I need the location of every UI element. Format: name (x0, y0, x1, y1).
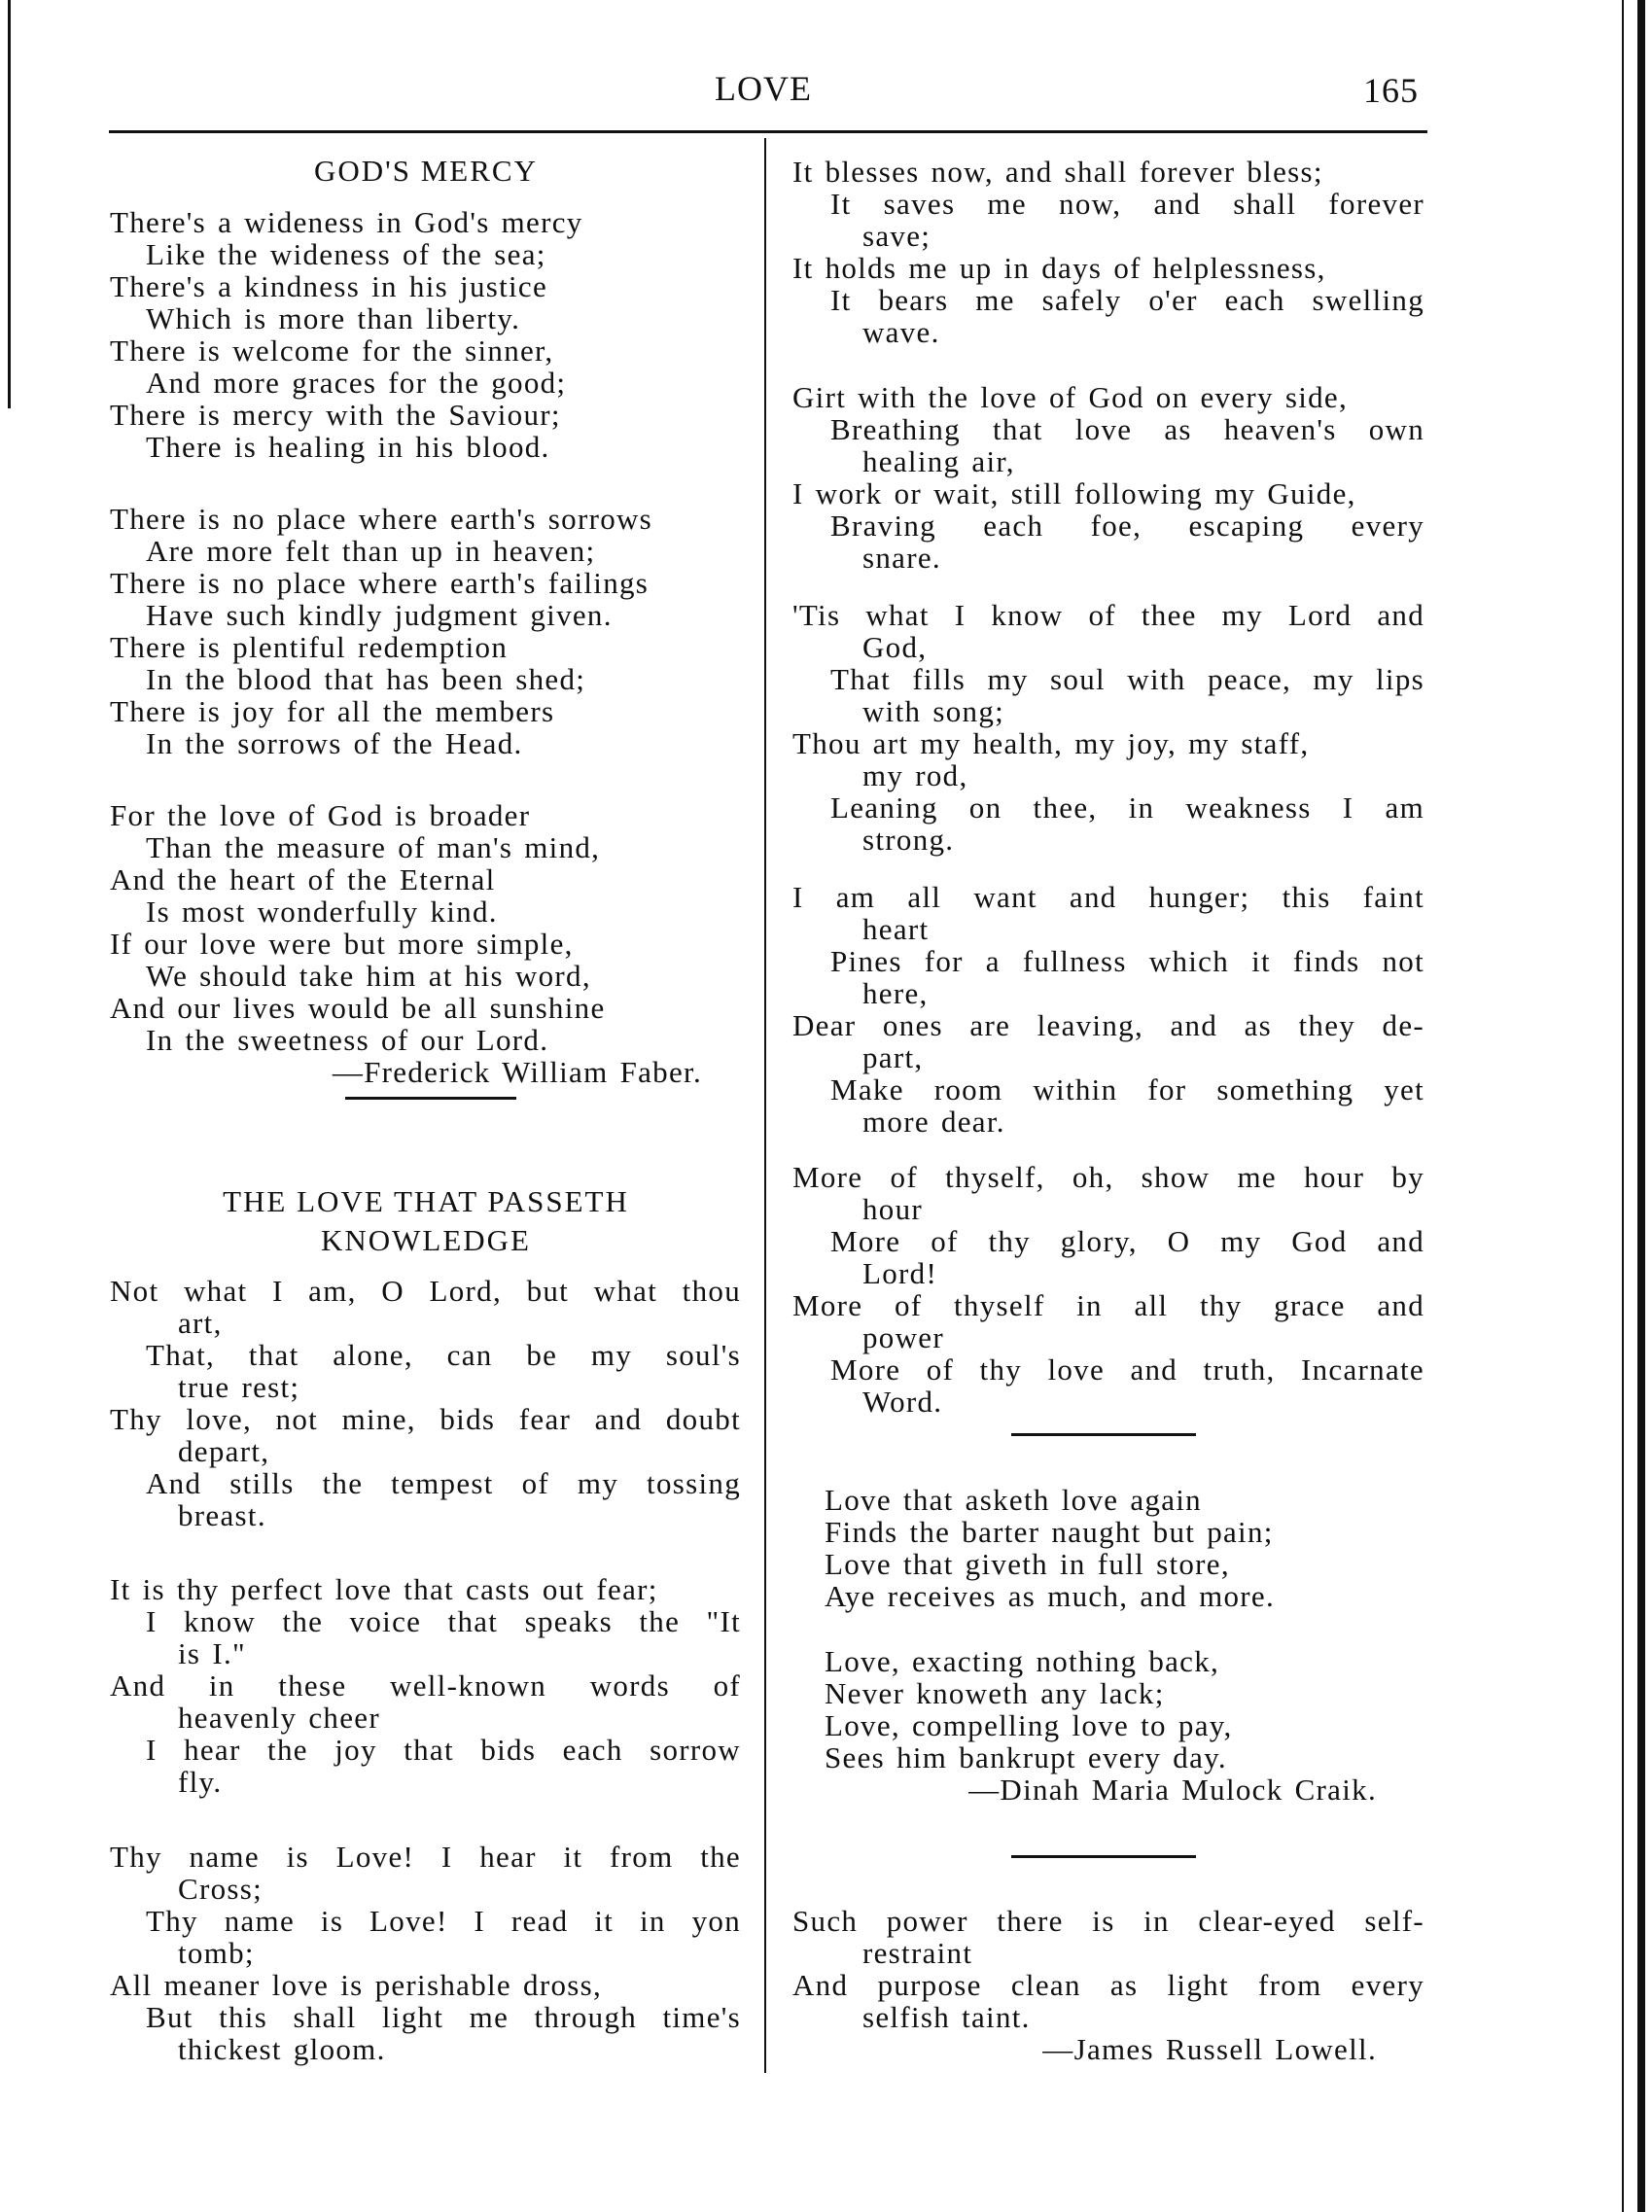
poem-line: More of thy glory, O my God and (830, 1224, 1424, 1258)
poem-line: thickest gloom. (178, 2032, 386, 2066)
poem-line: Braving each foe, escaping every (830, 509, 1424, 543)
poem-line: Love, exacting nothing back, (825, 1644, 1220, 1678)
poem-line: I am all want and hunger; this faint (792, 880, 1424, 914)
poem-line: Leaning on thee, in weakness I am (830, 790, 1424, 825)
poem-line: In the sorrows of the Head. (146, 726, 523, 760)
poem-line: Is most wonderfully kind. (146, 895, 498, 929)
poem-line: There's a wideness in God's mercy (110, 205, 583, 239)
poem-line: wave. (862, 315, 940, 349)
poem-line: But this shall light me through time's (146, 2000, 741, 2034)
right-edge-thin-line (1622, 0, 1624, 2212)
poem-line: Like the wideness of the sea; (146, 237, 546, 271)
poem-line: There is welcome for the sinner, (110, 334, 554, 368)
poem-line: Love, compelling love to pay, (825, 1708, 1233, 1742)
poem-line: Cross; (178, 1872, 264, 1906)
poem-line: And our lives would be all sunshine (110, 991, 606, 1025)
poem-line: healing air, (862, 444, 1015, 478)
poem-line: Love that asketh love again (825, 1483, 1202, 1517)
poem-line: Finds the barter naught but pain; (825, 1515, 1274, 1549)
poem-line: In the blood that has been shed; (146, 662, 586, 696)
poem-line: There is plentiful redemption (110, 630, 509, 664)
poem-line: strong. (862, 823, 955, 857)
poem-line: It holds me up in days of helplessness, (792, 251, 1326, 285)
poem-line: Than the measure of man's mind, (146, 830, 601, 864)
poem-line: There is no place where earth's sorrows (110, 502, 653, 536)
poem-line: And more graces for the good; (146, 366, 567, 400)
poem-line: There is joy for all the members (110, 694, 555, 728)
poem-line: Word. (862, 1385, 943, 1419)
poem-line: That fills my soul with peace, my lips (830, 662, 1424, 696)
poem-line: And in these well-known words of (110, 1668, 741, 1703)
section-divider (1011, 1855, 1196, 1858)
poem-line: It blesses now, and shall forever bless; (792, 155, 1323, 189)
poem-line: breast. (178, 1498, 266, 1532)
column-divider (764, 138, 766, 2073)
poem-line: depart, (178, 1434, 270, 1468)
poem-line: Thy name is Love! I read it in yon (146, 1904, 741, 1938)
poem-attribution: —James Russell Lowell. (1042, 2032, 1377, 2066)
poem-line: God, (862, 630, 928, 664)
poem-line: It bears me safely o'er each swelling (830, 283, 1424, 317)
poem-attribution: —Dinah Maria Mulock Craik. (968, 1773, 1377, 1807)
poem-line: snare. (862, 541, 941, 575)
poem-line: It is thy perfect love that casts out fear; (110, 1572, 658, 1606)
poem-line: Aye receives as much, and more. (825, 1579, 1276, 1613)
poem-line: There's a kindness in his justice (110, 269, 548, 303)
poem-title-love-passeth-line2: KNOWLEDGE (320, 1223, 531, 1257)
poem-line: Thy love, not mine, bids fear and doubt (110, 1402, 741, 1436)
poem-line: Never knoweth any lack; (825, 1676, 1165, 1710)
poem-line: Such power there is in clear-eyed self- (792, 1904, 1424, 1938)
poem-line: selfish taint. (862, 2000, 1031, 2034)
poem-line: Breathing that love as heaven's own (830, 412, 1424, 446)
poem-line: fly. (178, 1765, 223, 1799)
header-rule (109, 130, 1427, 133)
poem-line: I work or wait, still following my Guide, (792, 476, 1356, 510)
poem-line: And purpose clean as light from every (792, 1968, 1424, 2002)
poem-line: heavenly cheer (178, 1701, 380, 1735)
poem-line: 'Tis what I know of thee my Lord and (792, 598, 1424, 632)
poem-line: Girt with the love of God on every side, (792, 380, 1349, 414)
poem-line: restraint (862, 1936, 973, 1970)
poem-line: art, (178, 1306, 223, 1340)
poem-line: There is mercy with the Saviour; (110, 398, 561, 432)
poem-title-love-passeth: THE LOVE THAT PASSETH (223, 1184, 629, 1218)
poem-line: power (862, 1320, 944, 1354)
section-divider (1011, 1433, 1196, 1436)
poem-line: In the sweetness of our Lord. (146, 1023, 549, 1057)
poem-line: More of thyself in all thy grace and (792, 1288, 1424, 1322)
poem-line: Sees him bankrupt every day. (825, 1740, 1227, 1774)
poem-line: I know the voice that speaks the "It (146, 1604, 741, 1638)
poem-line: Thou art my health, my joy, my staff, (792, 726, 1310, 760)
poem-line: There is no place where earth's failings (110, 566, 650, 600)
poem-line: That, that alone, can be my soul's (146, 1338, 741, 1372)
poem-line: If our love were but more simple, (110, 927, 574, 961)
poem-line: Have such kindly judgment given. (146, 598, 613, 632)
poem-title-gods-mercy: GOD'S MERCY (314, 154, 538, 188)
poem-line: There is healing in his blood. (146, 430, 550, 464)
poem-attribution: —Frederick William Faber. (332, 1055, 702, 1089)
poem-line: tomb; (178, 1936, 255, 1970)
poem-line: heart (862, 912, 930, 946)
poem-line: And stills the tempest of my tossing (146, 1466, 741, 1500)
left-edge-line (8, 0, 11, 408)
poem-line: Love that giveth in full store, (825, 1547, 1230, 1581)
poem-line: Make room within for something yet (830, 1072, 1424, 1106)
poem-line: true rest; (178, 1370, 300, 1404)
poem-line: Thy name is Love! I hear it from the (110, 1840, 741, 1874)
poem-line: More of thyself, oh, show me hour by (792, 1160, 1424, 1194)
poem-line: is I." (178, 1636, 246, 1670)
right-edge-thick-line (1637, 0, 1645, 2212)
poem-line: Pines for a fullness which it finds not (830, 944, 1424, 978)
poem-line: More of thy love and truth, Incarnate (830, 1352, 1424, 1387)
poem-line: And the heart of the Eternal (110, 862, 496, 896)
poem-line: here, (862, 976, 929, 1010)
page-number: 165 (1363, 71, 1419, 110)
poem-line: We should take him at his word, (146, 959, 591, 993)
poem-line: save; (862, 219, 931, 253)
poem-line: Which is more than liberty. (146, 301, 521, 335)
running-head: LOVE (715, 69, 812, 108)
poem-line: For the love of God is broader (110, 798, 531, 832)
poem-line: part, (862, 1040, 924, 1074)
poem-line: with song; (862, 694, 1005, 728)
section-divider (345, 1097, 516, 1100)
poem-line: more dear. (862, 1105, 1005, 1139)
poem-line: I hear the joy that bids each sorrow (146, 1733, 741, 1767)
poem-line: Dear ones are leaving, and as they de- (792, 1008, 1424, 1042)
poem-line: Are more felt than up in heaven; (146, 534, 596, 568)
poem-line: Lord! (862, 1256, 938, 1290)
poem-line: All meaner love is perishable dross, (110, 1968, 603, 2002)
poem-line: Not what I am, O Lord, but what thou (110, 1274, 741, 1308)
poem-line: hour (862, 1192, 924, 1226)
poem-line: my rod, (862, 758, 968, 792)
poem-line: It saves me now, and shall forever (830, 187, 1424, 221)
